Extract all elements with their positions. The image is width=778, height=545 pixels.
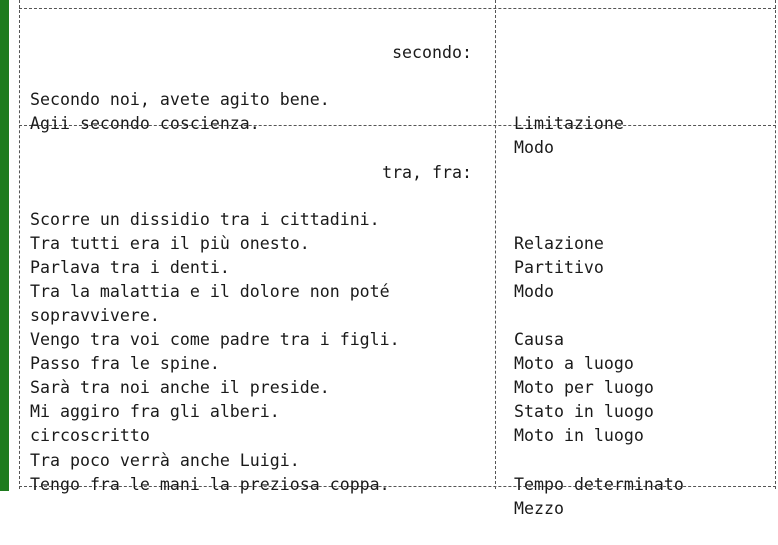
complement-type: Causa (514, 330, 564, 349)
section-heading: secondo: (392, 43, 472, 62)
example-sentence: Passo fra le spine. (30, 354, 220, 373)
example-sentence: Mi aggiro fra gli alberi. (30, 402, 280, 421)
section-heading-row (19, 17, 776, 62)
example-sentence: Secondo noi, avete agito bene. (30, 90, 330, 109)
complement-type: Modo (514, 138, 554, 157)
example-sentence: circoscritto (30, 426, 150, 445)
example-sentence: Scorre un dissidio tra i cittadini. (30, 210, 380, 229)
complement-type: Moto per luogo (514, 378, 654, 397)
left-accent-bar (0, 0, 9, 491)
example-sentence: Parlava tra i denti. (30, 258, 230, 277)
example-sentence: Sarà tra noi anche il preside. (30, 378, 330, 397)
example-sentence: Tra poco verrà anche Luigi. (30, 451, 300, 470)
complement-type: Tempo determinato (514, 475, 684, 494)
row-separator (19, 8, 776, 9)
example-sentence: Vengo tra voi come padre tra i figli. (30, 330, 400, 349)
complement-type: Relazione (514, 234, 604, 253)
complement-type: Moto in luogo (514, 426, 644, 445)
complement-type: Stato in luogo (514, 402, 654, 421)
complement-type: Partitivo (514, 258, 604, 277)
complement-type: Moto a luogo (514, 354, 634, 373)
example-sentence: Tra la malattia e il dolore non poté (30, 282, 390, 301)
complement-type: Mezzo (514, 499, 564, 518)
complement-type: Limitazione (514, 114, 624, 133)
example-sentence: Tra tutti era il più onesto. (30, 234, 310, 253)
ascii-table (19, 0, 776, 518)
section-heading: tra, fra: (382, 163, 472, 182)
example-sentence: Agii secondo coscienza. (30, 114, 260, 133)
example-sentence: Tengo fra le mani la preziosa coppa. (30, 475, 390, 494)
example-sentence: sopravvivere. (30, 306, 160, 325)
section-heading-row (19, 137, 776, 182)
complement-type: Modo (514, 282, 554, 301)
